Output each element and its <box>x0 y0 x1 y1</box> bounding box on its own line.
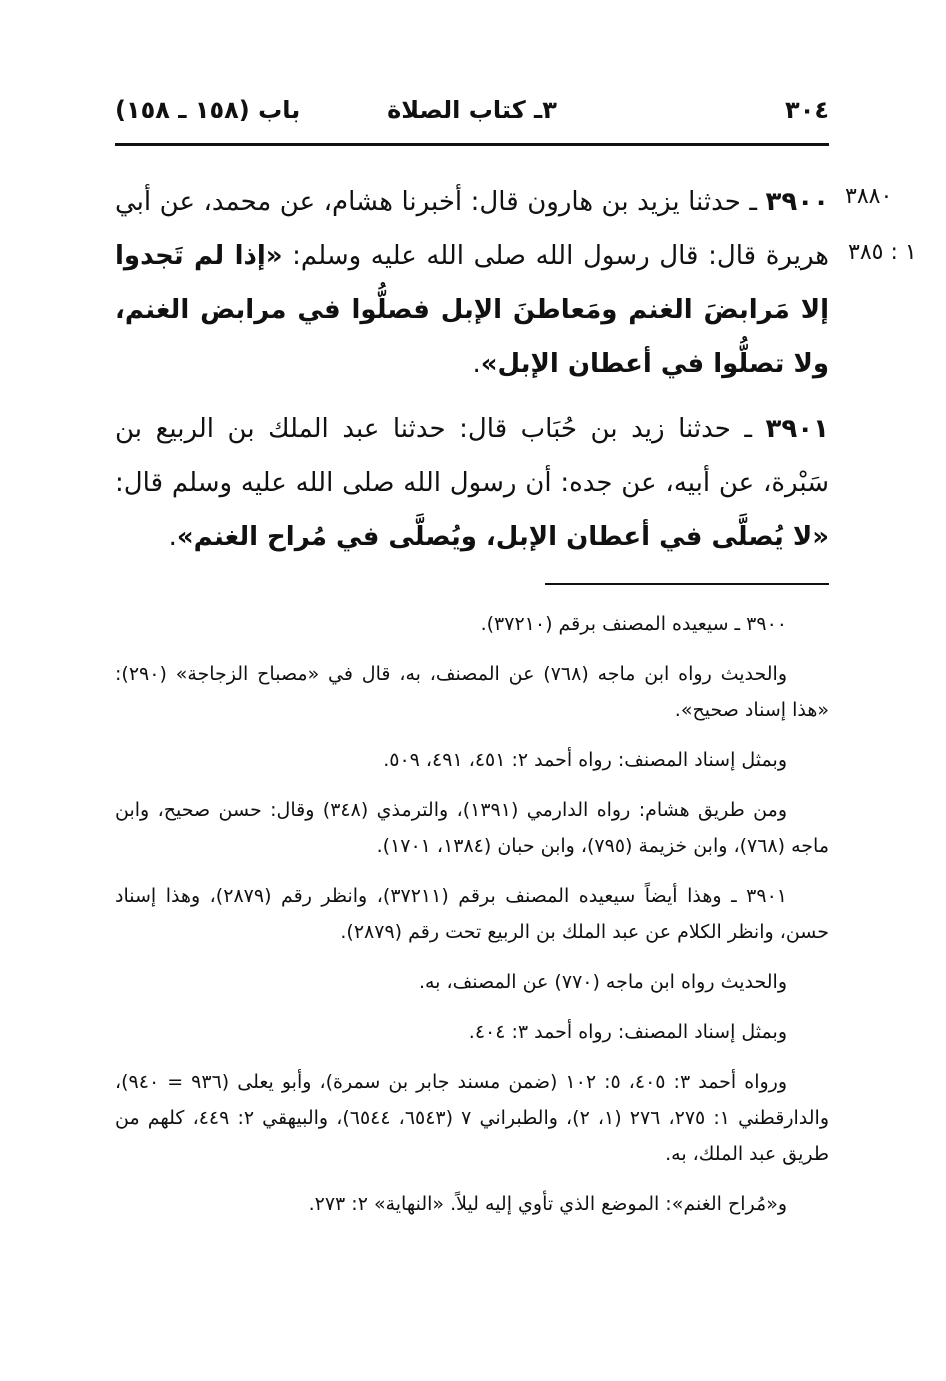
hadith-matn: «لا يُصلَّى في أعطان الإبل، ويُصلَّى في مُراح الغنم» <box>176 522 829 552</box>
footnote: وبمثل إسناد المصنف: رواه أحمد ٢: ٤٥١، ٤٩١، ٥٠٩. <box>383 749 787 771</box>
footnote: ومن طريق هشام: رواه الدارمي (١٣٩١)، والترمذي (٣٤٨) وقال: حسن صحيح، وابن ماجه (٧٦٨)، وابن خزيمة (٧٩٥)، وابن حبان (١٣٨٤، ١٧٠١). <box>115 799 829 857</box>
footnote: وبمثل إسناد المصنف: رواه أحمد ٣: ٤٠٤. <box>468 1021 787 1043</box>
margin-reference: ٣٨٨٠ <box>845 184 893 209</box>
hadith-end: . <box>472 349 481 379</box>
footnote: ورواه أحمد ٣: ٤٠٥، ٥: ١٠٢ (ضمن مسند جابر بن سمرة)، وأبو يعلى (٩٣٦ = ٩٤٠)، والدارقطني ١: ٢٧٥، ٢٧٦ (١، ٢)، والطبراني ٧ (٦٥٤٣، ٦٥٤٤)، والبيهقي ٢: ٤٤٩، كلهم من طريق عبد الملك، به. <box>115 1071 829 1165</box>
footnotes <box>115 606 829 1236</box>
footnote: والحديث رواه ابن ماجه (٧٧٠) عن المصنف، به. <box>418 971 787 993</box>
footnote: ٣٩٠١ ـ وهذا أيضاً سيعيده المصنف برقم (٣٧٢١١)، وانظر رقم (٢٨٧٩)، وهذا إسناد حسن، وانظر الكلام عن عبد الملك بن الربيع تحت رقم (٢٨٧٩). <box>115 885 829 943</box>
hadith-3901 <box>115 402 829 564</box>
margin-reference: ١ : ٣٨٥ <box>848 240 917 265</box>
footnote: ٣٩٠٠ ـ سيعيده المصنف برقم (٣٧٢١٠). <box>480 613 787 635</box>
page-header <box>115 92 829 136</box>
hadith-3900 <box>115 175 829 391</box>
hadith-isnad: ـ حدثنا زيد بن حُبَاب قال: حدثنا عبد الملك بن الربيع بن سَبْرة، عن أبيه، عن جده: أن رسول الله صلى الله عليه وسلم قال: <box>115 414 829 498</box>
book-title: ٣ـ كتاب الصلاة <box>387 96 557 124</box>
hadith-number: ٣٩٠١ <box>765 414 829 444</box>
hadith-matn: «إذا لم تَجدوا إلا مَرابضَ الغنم ومَعاطنَ الإبل فصلُّوا في مرابض الغنم، ولا تصلُّوا في أعطان الإبل» <box>115 241 829 379</box>
hadith-number: ٣٩٠٠ <box>765 187 829 217</box>
hadith-isnad: ـ حدثنا يزيد بن هارون قال: أخبرنا هشام، عن محمد، عن أبي هريرة قال: قال رسول الله صلى الله عليه وسلم: <box>115 187 830 271</box>
footnote-separator <box>545 583 829 585</box>
page-number: ٣٠٤ <box>785 96 829 124</box>
hadith-end: . <box>168 522 177 552</box>
chapter-title: باب (١٥٨ ـ ١٥٨) <box>115 96 301 124</box>
header-rule <box>115 143 829 146</box>
footnote: والحديث رواه ابن ماجه (٧٦٨) عن المصنف، به، قال في «مصباح الزجاجة» (٢٩٠): «هذا إسناد صحيح». <box>115 663 829 721</box>
footnote: و«مُراح الغنم»: الموضع الذي تأوي إليه ليلاً. «النهاية» ٢: ٢٧٣. <box>308 1193 787 1215</box>
